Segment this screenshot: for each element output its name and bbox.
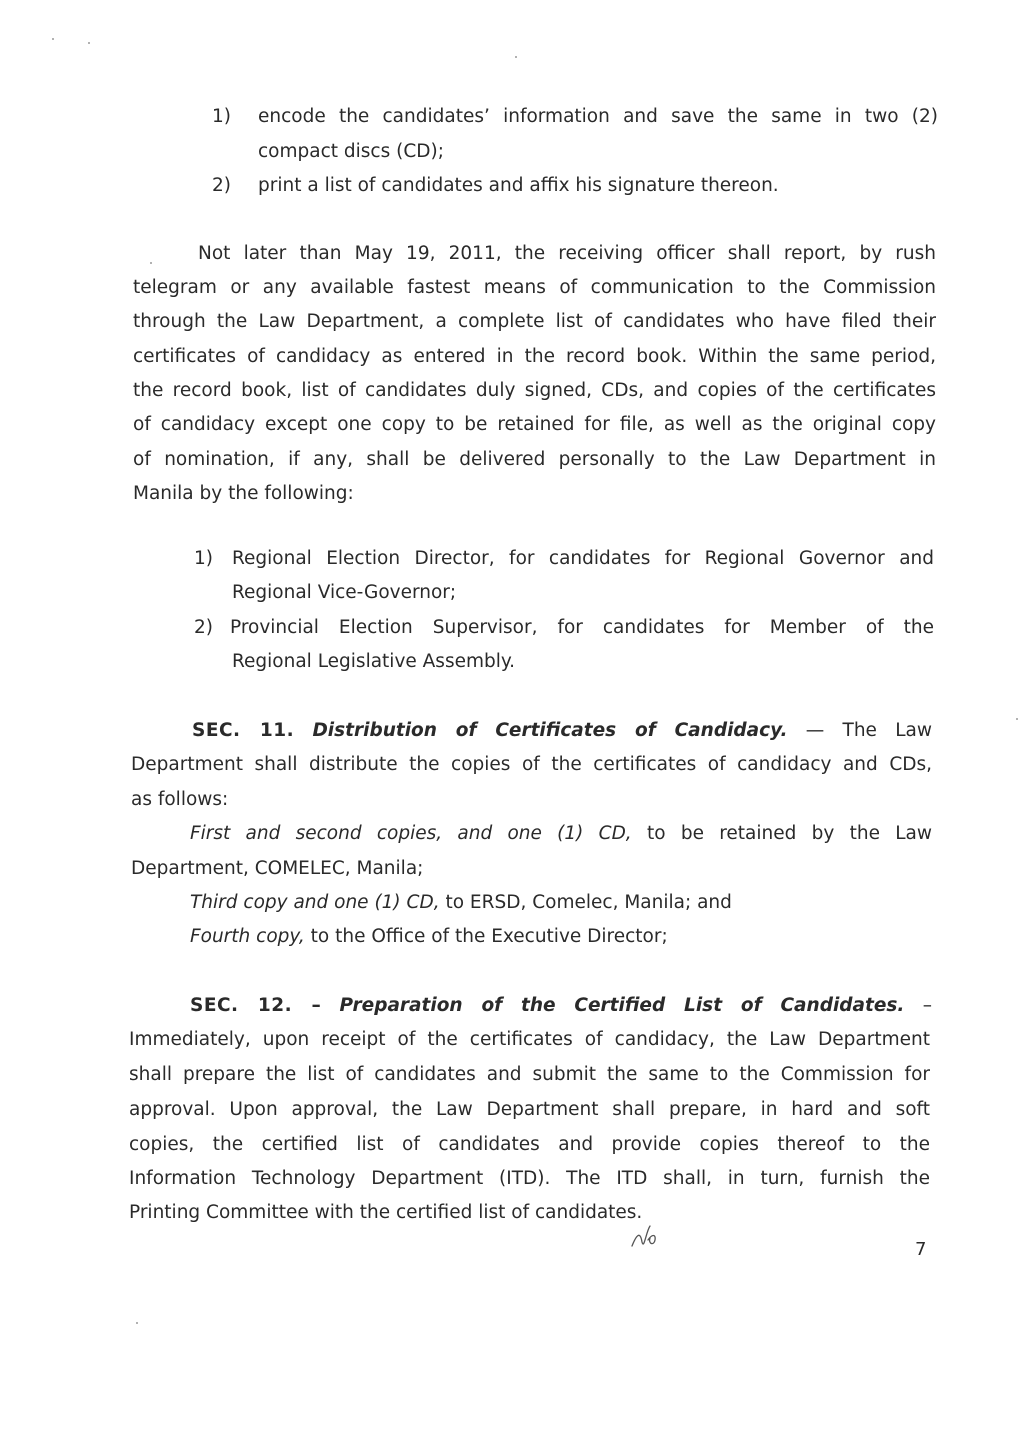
sec11-item-3-rest: to the Office of the Executive Director;: [310, 926, 668, 947]
list-a-item-1-line-2: compact discs (CD);: [258, 141, 444, 162]
list-b-item-1-line-2: Regional Vice-Governor;: [232, 582, 457, 603]
sec12-line-4: copies, the certified list of candidates and provide copies thereof to the: [129, 1134, 930, 1155]
sec11-lead-text: — The Law: [805, 720, 932, 741]
para1-line-5: the record book, list of candidates duly signed, CDs, and copies of the certificates: [133, 380, 936, 401]
sec11-item-2-rest: to ERSD, Comelec, Manila; and: [445, 892, 732, 913]
scan-speck: [150, 262, 152, 264]
sec11-item-1-rest: to be retained by the Law: [646, 823, 933, 844]
scan-speck: [515, 56, 517, 58]
list-a-item-1-line-1: encode the candidates’ information and save the same in two (2): [258, 106, 938, 127]
para1-line-2: telegram or any available fastest means of communication to the Commission: [133, 277, 936, 298]
list-b-item-2-number: 2): [194, 617, 213, 638]
sec12-heading-line: [190, 994, 932, 1018]
sec11-line-2: Department shall distribute the copies of the certificates of candidacy and CDs,: [131, 754, 932, 775]
sec12-line-5: Information Technology Department (ITD). The ITD shall, in turn, furnish the: [129, 1168, 930, 1189]
sec11-item-3-italic: Fourth copy,: [190, 926, 305, 947]
sec11-item-2-italic: Third copy and one (1) CD,: [190, 892, 440, 913]
sec11-heading-line: [192, 719, 932, 743]
sec11-line-3: as follows:: [131, 789, 229, 810]
sec11-item-3: [190, 925, 668, 949]
sec11-item-1-italic: First and second copies, and one (1) CD,: [190, 823, 632, 844]
list-a-item-2-number: 2): [212, 175, 231, 196]
sec12-dash: –: [922, 995, 932, 1016]
para1-line-3: through the Law Department, a complete list of candidates who have filed their: [133, 311, 936, 332]
sec12-line-2: shall prepare the list of candidates and submit the same to the Commission for: [129, 1064, 930, 1085]
sec11-title: Distribution of Certificates of Candidacy.: [312, 720, 788, 741]
scan-speck: [1016, 718, 1018, 720]
list-a-item-1-number: 1): [212, 106, 231, 127]
handwritten-initials: [628, 1222, 664, 1252]
para1-line-7: of nomination, if any, shall be delivered personally to the Law Department in: [133, 449, 936, 470]
list-b-item-1-number: 1): [194, 548, 213, 569]
sec11-item-1: [190, 822, 932, 846]
list-b-item-1-line-1: Regional Election Director, for candidates for Regional Governor and: [232, 548, 934, 569]
list-a-item-2-line-1: print a list of candidates and affix his signature thereon.: [258, 175, 779, 196]
sec12-label: SEC. 12. –: [190, 995, 322, 1016]
sec11-label: SEC. 11.: [192, 720, 295, 741]
sec11-item-2: [190, 891, 732, 915]
sec12-line-6: Printing Committee with the certified list of candidates.: [129, 1202, 643, 1223]
page-number: 7: [915, 1239, 927, 1260]
para1-line-1: Not later than May 19, 2011, the receiving officer shall report, by rush: [198, 243, 936, 264]
sec11-item-1-line-2: Department, COMELEC, Manila;: [131, 858, 424, 879]
list-b-item-2-line-2: Regional Legislative Assembly.: [232, 651, 516, 672]
list-b-item-2-line-1: Provincial Election Supervisor, for candidates for Member of the: [230, 617, 934, 638]
scan-speck: [88, 42, 90, 44]
scan-speck: [52, 38, 54, 40]
sec12-line-1: Immediately, upon receipt of the certificates of candidacy, the Law Department: [129, 1029, 930, 1050]
para1-line-4: certificates of candidacy as entered in the record book. Within the same period,: [133, 346, 936, 367]
sec12-line-3: approval. Upon approval, the Law Department shall prepare, in hard and soft: [129, 1099, 930, 1120]
scan-speck: [136, 1322, 138, 1324]
para1-line-6: of candidacy except one copy to be retained for file, as well as the original copy: [133, 414, 936, 435]
para1-line-8: Manila by the following:: [133, 483, 354, 504]
sec12-title: Preparation of the Certified List of Candidates.: [339, 995, 905, 1016]
